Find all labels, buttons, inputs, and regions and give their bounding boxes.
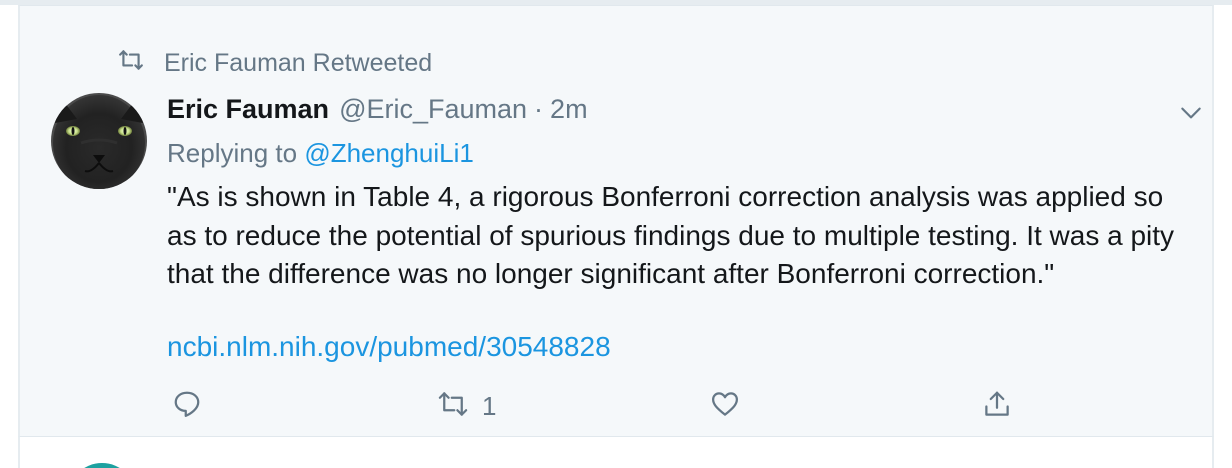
retweet-button[interactable] — [438, 388, 496, 424]
reply-button[interactable] — [172, 388, 202, 424]
next-avatar[interactable] — [68, 463, 136, 468]
tweet-text: "As is shown in Table 4, a rigorous Bonferroni correction analysis was applied so as to reduce the potential of spurious findings due to multiple testing. It was a pity that the difference was no longer significant after Bonferroni correction." — [167, 181, 1175, 289]
avatar[interactable] — [51, 93, 147, 189]
user-handle[interactable]: @Eric_Fauman — [339, 94, 528, 124]
display-name[interactable]: Eric Fauman — [167, 94, 330, 124]
heart-icon — [710, 389, 740, 424]
chevron-down-icon[interactable] — [1178, 100, 1204, 126]
share-icon — [982, 389, 1012, 424]
reply-icon — [172, 389, 202, 424]
separator-dot: · — [534, 94, 544, 124]
mention-link[interactable]: @ZhenghuiLi1 — [304, 138, 474, 168]
tweet-link[interactable]: ncbi.nlm.nih.gov/pubmed/30548828 — [167, 331, 611, 362]
replying-to — [167, 138, 474, 169]
next-tweet-card[interactable] — [18, 437, 1214, 468]
share-button[interactable] — [982, 388, 1012, 424]
replying-to-prefix: Replying to — [167, 138, 298, 168]
timestamp[interactable]: 2m — [550, 94, 588, 124]
retweet-context-label: Eric Fauman Retweeted — [164, 48, 433, 77]
retweet-context[interactable] — [118, 47, 432, 79]
retweet-count: 1 — [482, 390, 497, 421]
retweet-icon — [118, 47, 164, 80]
tweet-header — [167, 94, 588, 128]
retweet-icon — [438, 389, 468, 424]
like-button[interactable] — [710, 388, 740, 424]
